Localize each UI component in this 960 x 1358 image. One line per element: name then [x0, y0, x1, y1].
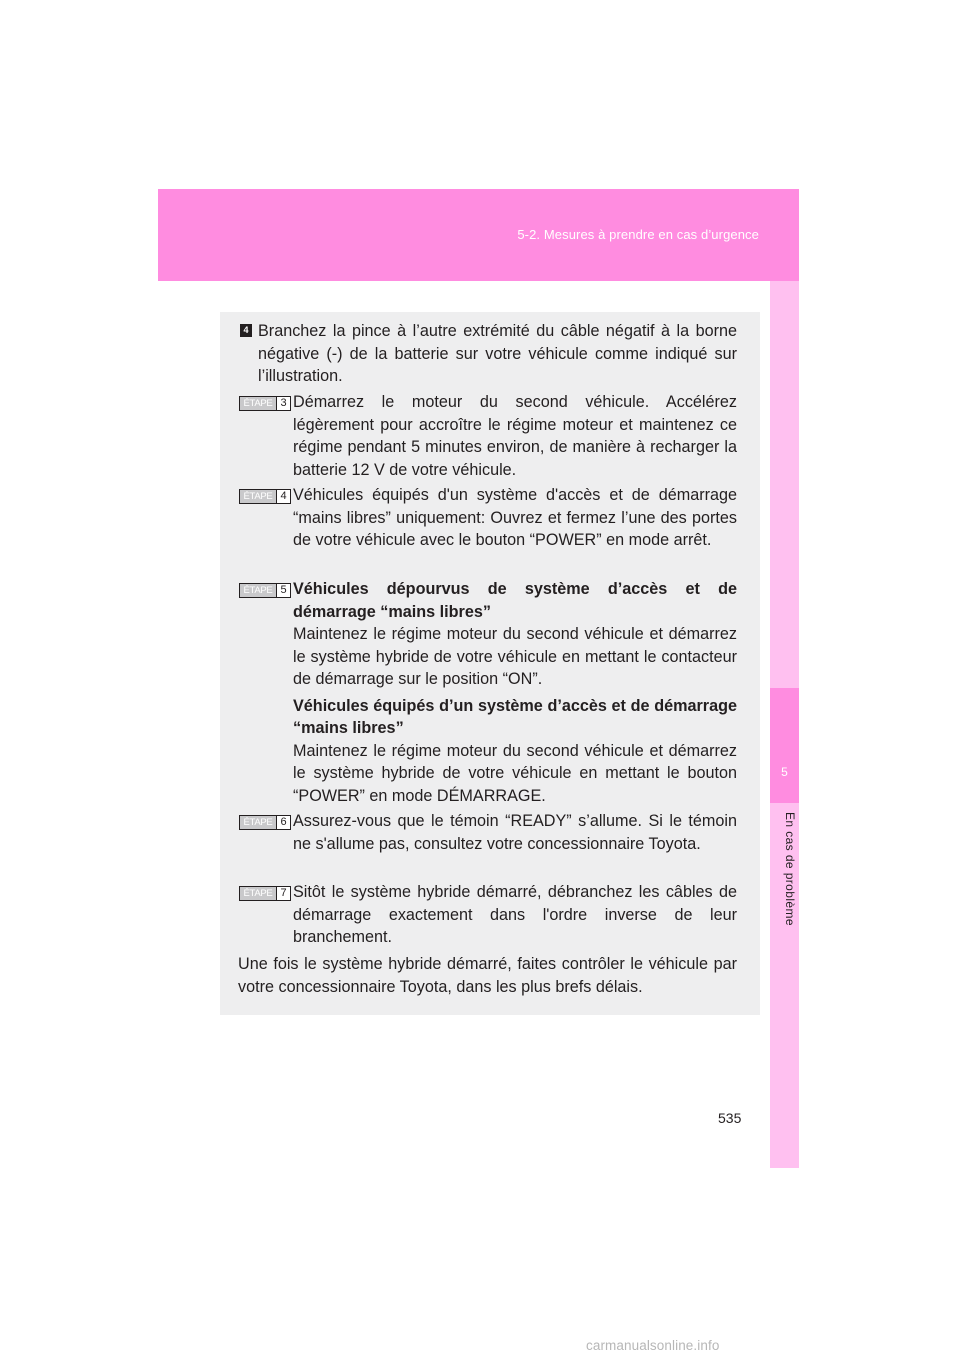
closing-text: Une fois le système hybride démarré, faites contrôler le véhicule par votre concessionnaire Toyota, dans les plus brefs délais.: [238, 955, 737, 996]
section-header-band: [158, 189, 799, 281]
step-5-text: [293, 578, 737, 807]
step-badge-6: [239, 815, 291, 830]
chapter-label: En cas de problème: [783, 812, 797, 926]
step-badge-4: [239, 489, 291, 504]
page-number: 535: [718, 1110, 742, 1126]
step-badge-number: 3: [276, 397, 290, 410]
step-5-heading-1: Véhicules dépourvus de système d’accès et de démarrage “mains libres”: [293, 580, 737, 621]
step-badge-number: 5: [276, 584, 290, 597]
step-4-text: Véhicules équipés d'un système d'accès et de démarrage “mains libres” uniquement: Ouvrez et fermez l’une des portes de votre véhicule avec le bouton “POWER” en mode arrêt.: [293, 486, 737, 549]
step-badge-word: ÉTAPE: [240, 397, 276, 410]
item-number-badge: 4: [240, 324, 252, 337]
step-5-text-1: Maintenez le régime moteur du second véhicule et démarrez le système hybride de votre véhicule en mettant le contacteur de démarrage sur le position “ON”.: [293, 625, 737, 688]
chapter-number: 5: [781, 765, 788, 779]
step-badge-word: ÉTAPE: [240, 490, 276, 503]
step-badge-3: [239, 396, 291, 411]
step-badge-word: ÉTAPE: [240, 887, 276, 900]
step-badge-number: 7: [276, 887, 290, 900]
step-5-text-2: Maintenez le régime moteur du second véhicule et démarrez le système hybride de votre véhicule en mettant le bouton “POWER” en mode DÉMARRAGE.: [293, 741, 737, 805]
step-badge-word: ÉTAPE: [240, 584, 276, 597]
step-badge-word: ÉTAPE: [240, 816, 276, 829]
step-badge-number: 4: [276, 490, 290, 503]
step-badge-7: [239, 886, 291, 901]
chapter-side-tab-active: [770, 688, 799, 803]
section-title: 5-2. Mesures à prendre en cas d’urgence: [517, 227, 759, 242]
watermark: carmanualsonline.info: [586, 1338, 720, 1353]
step-badge-5: [239, 583, 291, 598]
step-7-text: Sitôt le système hybride démarré, débranchez les câbles de démarrage exactement dans l'ordre inverse de leur branchement.: [293, 883, 737, 946]
step-badge-number: 6: [276, 816, 290, 829]
step-6-text: Assurez-vous que le témoin “READY” s’allume. Si le témoin ne s'allume pas, consultez votre concessionnaire Toyota.: [293, 812, 737, 853]
item-4-text: Branchez la pince à l’autre extrémité du câble négatif à la borne négative (-) de la batterie sur votre véhicule comme indiqué sur l’illustration.: [258, 322, 737, 385]
step-3-text: Démarrez le moteur du second véhicule. Accélérez légèrement pour accroître le régime moteur et maintenez ce régime pendant 5 minutes environ, de manière à recharger la batterie 12 V de votre véhicule.: [293, 393, 737, 479]
step-5-heading-2: Véhicules équipés d’un système d’accès et de démarrage “mains libres”: [293, 696, 737, 737]
